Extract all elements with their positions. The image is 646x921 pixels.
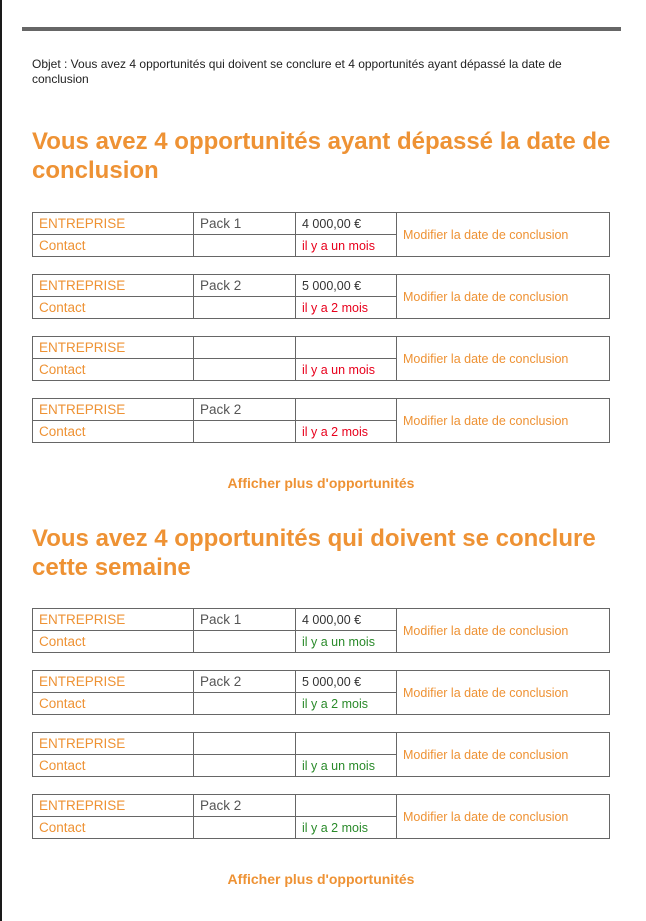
amount-value: 5 000,00 € <box>296 275 397 297</box>
show-more-upcoming-link[interactable]: Afficher plus d'opportunités <box>227 871 415 887</box>
contact-link[interactable]: Contact <box>33 817 194 839</box>
close-date: il y a un mois <box>296 631 397 653</box>
overdue-opportunity-1 <box>32 212 610 257</box>
contact-link[interactable]: Contact <box>33 235 194 257</box>
modify-close-date-link[interactable]: Modifier la date de conclusion <box>397 671 610 715</box>
left-border <box>0 0 2 921</box>
product-name <box>194 733 296 755</box>
close-date: il y a 2 mois <box>296 693 397 715</box>
product-name: Pack 1 <box>194 213 296 235</box>
overdue-section-title: Vous avez 4 opportunités ayant dépassé la date de conclusion <box>32 128 611 184</box>
product-name: Pack 1 <box>194 609 296 631</box>
overdue-date: il y a un mois <box>296 359 397 381</box>
empty-cell <box>194 755 296 777</box>
modify-close-date-link[interactable]: Modifier la date de conclusion <box>397 337 610 381</box>
company-link[interactable]: ENTREPRISE <box>33 671 194 693</box>
this-week-section-title: Vous avez 4 opportunités qui doivent se conclure cette semaine <box>32 525 596 581</box>
amount-value: 5 000,00 € <box>296 671 397 693</box>
product-name: Pack 2 <box>194 795 296 817</box>
upcoming-opportunity-1 <box>32 608 610 653</box>
overdue-opportunity-4 <box>32 398 610 443</box>
empty-cell <box>194 235 296 257</box>
close-date: il y a un mois <box>296 755 397 777</box>
header-rule <box>22 27 621 31</box>
empty-cell <box>194 359 296 381</box>
overdue-date: il y a un mois <box>296 235 397 257</box>
product-name: Pack 2 <box>194 671 296 693</box>
contact-link[interactable]: Contact <box>33 755 194 777</box>
email-subject: Objet : Vous avez 4 opportunités qui doivent se conclure et 4 opportunités ayant dépassé la date de conclusion <box>32 57 562 86</box>
modify-close-date-link[interactable]: Modifier la date de conclusion <box>397 795 610 839</box>
contact-link[interactable]: Contact <box>33 421 194 443</box>
upcoming-opportunity-3 <box>32 732 610 777</box>
amount-value: 4 000,00 € <box>296 213 397 235</box>
upcoming-opportunity-2 <box>32 670 610 715</box>
company-link[interactable]: ENTREPRISE <box>33 399 194 421</box>
amount-value <box>296 399 397 421</box>
empty-cell <box>194 631 296 653</box>
company-link[interactable]: ENTREPRISE <box>33 795 194 817</box>
amount-value <box>296 795 397 817</box>
overdue-date: il y a 2 mois <box>296 297 397 319</box>
empty-cell <box>194 421 296 443</box>
modify-close-date-link[interactable]: Modifier la date de conclusion <box>397 275 610 319</box>
overdue-opportunity-3 <box>32 336 610 381</box>
product-name <box>194 337 296 359</box>
company-link[interactable]: ENTREPRISE <box>33 275 194 297</box>
contact-link[interactable]: Contact <box>33 297 194 319</box>
close-date: il y a 2 mois <box>296 817 397 839</box>
company-link[interactable]: ENTREPRISE <box>33 337 194 359</box>
amount-value <box>296 337 397 359</box>
product-name: Pack 2 <box>194 399 296 421</box>
company-link[interactable]: ENTREPRISE <box>33 733 194 755</box>
modify-close-date-link[interactable]: Modifier la date de conclusion <box>397 213 610 257</box>
empty-cell <box>194 817 296 839</box>
upcoming-opportunity-4 <box>32 794 610 839</box>
contact-link[interactable]: Contact <box>33 631 194 653</box>
show-more-overdue-link[interactable]: Afficher plus d'opportunités <box>227 475 415 491</box>
modify-close-date-link[interactable]: Modifier la date de conclusion <box>397 733 610 777</box>
overdue-opportunity-2 <box>32 274 610 319</box>
amount-value <box>296 733 397 755</box>
modify-close-date-link[interactable]: Modifier la date de conclusion <box>397 399 610 443</box>
contact-link[interactable]: Contact <box>33 359 194 381</box>
empty-cell <box>194 297 296 319</box>
modify-close-date-link[interactable]: Modifier la date de conclusion <box>397 609 610 653</box>
amount-value: 4 000,00 € <box>296 609 397 631</box>
overdue-date: il y a 2 mois <box>296 421 397 443</box>
company-link[interactable]: ENTREPRISE <box>33 609 194 631</box>
empty-cell <box>194 693 296 715</box>
product-name: Pack 2 <box>194 275 296 297</box>
contact-link[interactable]: Contact <box>33 693 194 715</box>
company-link[interactable]: ENTREPRISE <box>33 213 194 235</box>
